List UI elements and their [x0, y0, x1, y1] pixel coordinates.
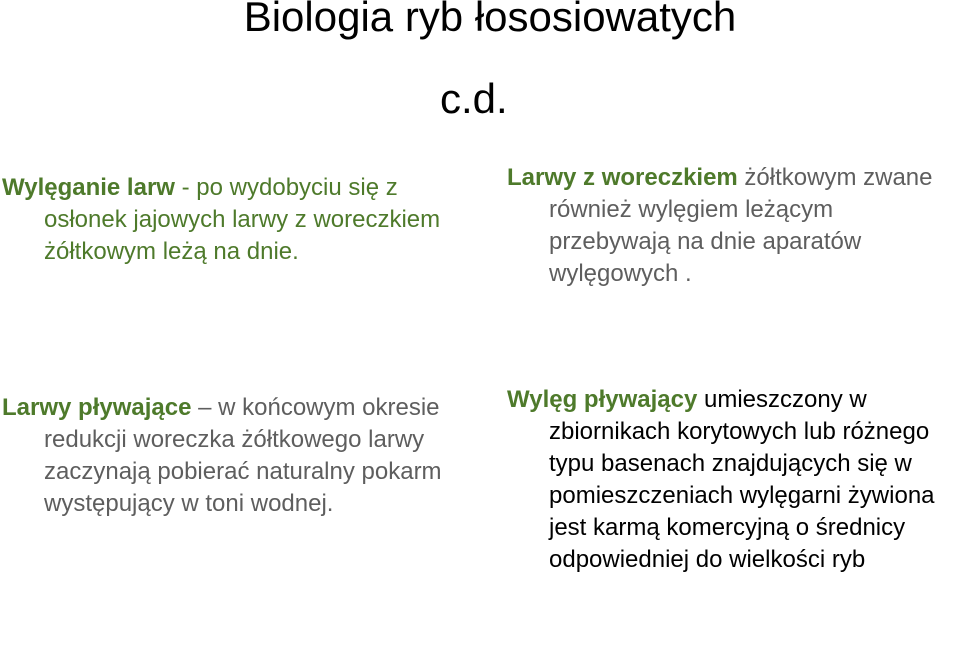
term-hatching: Wylęganie larw	[2, 174, 175, 201]
text-block-yolk-sac-larvae	[507, 162, 960, 290]
description-yolk-sac-larvae: żółtkowym zwane również wylęgiem leżącym przebywają na dnie aparatów wylęgowych .	[549, 164, 933, 287]
term-swimming-larvae: Larwy pływające	[2, 394, 192, 421]
text-block-swimming-fry	[507, 384, 960, 576]
description-hatching: - po wydobyciu się z osłonek jajowych larwy z woreczkiem żółtkowym leżą na dnie.	[44, 174, 441, 265]
text-block-swimming-larvae	[2, 392, 457, 520]
slide-title-line2: c.d.	[440, 75, 508, 122]
description-swimming-larvae: – w końcowym okresie redukcji woreczka żółtkowego larwy zaczynają pobierać naturalny pokarm występujący w toni wodnej.	[44, 394, 442, 517]
term-yolk-sac-larvae: Larwy z woreczkiem	[507, 164, 738, 191]
term-swimming-fry: Wylęg pływający	[507, 386, 698, 413]
description-swimming-fry: umieszczony w zbiornikach korytowych lub różnego typu basenach znajdujących się w pomieszczeniach wylęgarni żywiona jest karmą komercyjną o średnicy odpowiedniej do wielkości ryb	[549, 386, 935, 573]
text-block-hatching	[2, 172, 457, 268]
slide-title-line1: Biologia ryb łososiowatych	[243, 0, 737, 40]
